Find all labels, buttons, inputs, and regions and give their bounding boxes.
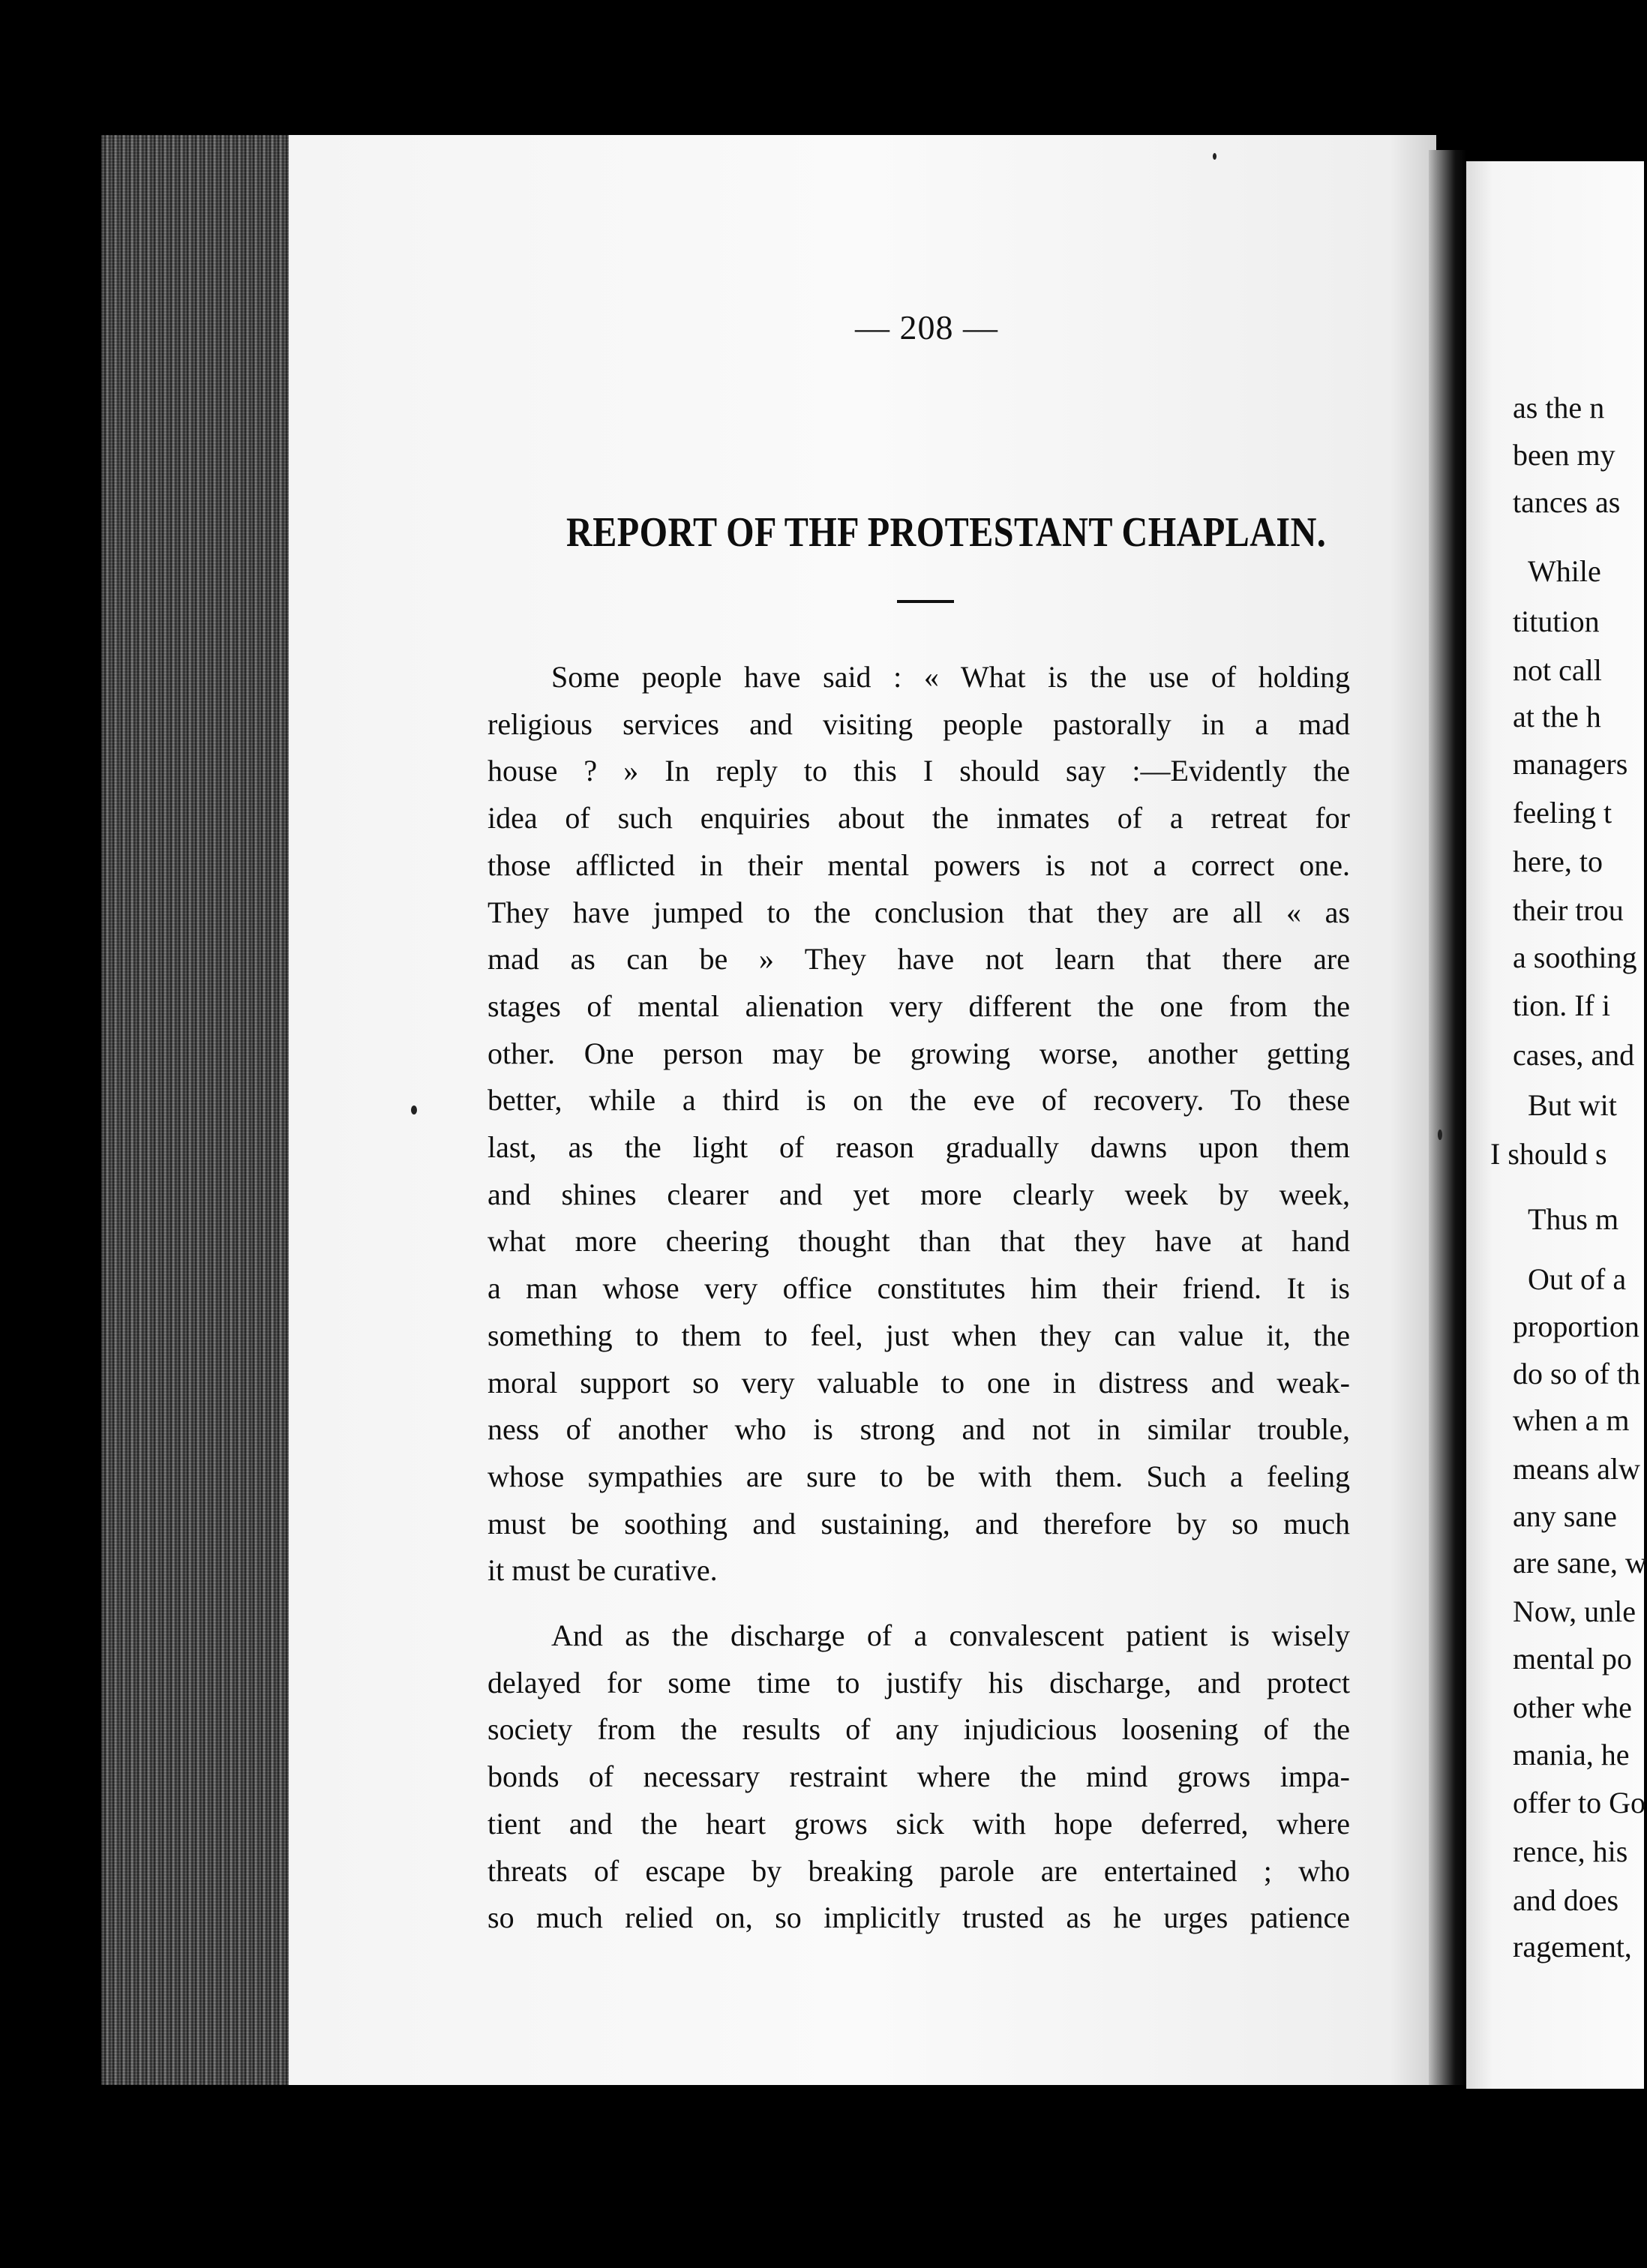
right-page-line: as the n <box>1513 391 1605 424</box>
text-line: religious services and visiting people pastorally in a mad <box>488 706 1350 741</box>
text-line: They have jumped to the conclusion that they are all « as <box>488 895 1350 929</box>
right-page-text <box>1490 390 1647 2002</box>
right-page-line: other whe <box>1513 1690 1632 1724</box>
right-page-line: I should s <box>1490 1137 1607 1171</box>
page-title: REPORT OF THF PROTESTANT CHAPLAIN. <box>566 509 1327 556</box>
text-line: society from the results of any injudicious loosening of the <box>488 1712 1350 1747</box>
right-page-line: Now, unle <box>1513 1594 1636 1628</box>
title-underline <box>897 600 954 603</box>
right-page-line: means alw <box>1513 1452 1640 1486</box>
text-line: Some people have said : « What is the use of holding <box>551 660 1350 694</box>
text-line: threats of escape by breaking parole are entertained ; who <box>488 1853 1350 1888</box>
text-line: ness of another who is strong and not in similar trouble, <box>488 1412 1350 1447</box>
report-body <box>488 654 1350 1942</box>
right-page-line: While <box>1528 554 1601 588</box>
text-line: mad as can be » They have not learn that there are <box>488 942 1350 976</box>
text-line: what more cheering thought than that they have at hand <box>488 1224 1350 1258</box>
text-line: it must be curative. <box>488 1553 718 1588</box>
right-page-line: and does <box>1513 1883 1619 1917</box>
scan-speck <box>1438 1130 1442 1140</box>
right-page-line: tances as <box>1513 485 1621 519</box>
right-page-line: at the h <box>1513 700 1601 734</box>
right-page-line: offer to Go <box>1513 1786 1646 1820</box>
text-line: last, as the light of reason gradually dawns upon them <box>488 1130 1350 1165</box>
right-page-line: Out of a <box>1528 1262 1627 1296</box>
paragraph <box>488 654 1350 1594</box>
right-page-line: ragement, <box>1513 1930 1632 1964</box>
right-page-line: a soothing <box>1513 940 1637 974</box>
text-line: those afflicted in their mental powers is not a correct one. <box>488 848 1350 882</box>
right-page-line: But wit <box>1528 1088 1617 1122</box>
text-line: bonds of necessary restraint where the mind grows impa- <box>488 1760 1350 1794</box>
right-page-line: any sane <box>1513 1499 1617 1533</box>
text-line: tient and the heart grows sick with hope deferred, where <box>488 1806 1350 1840</box>
page-number: — 208 — <box>855 308 998 346</box>
text-line: idea of such enquiries about the inmates of a retreat for <box>488 801 1350 836</box>
right-page-line: managers <box>1513 747 1628 781</box>
text-line: And as the discharge of a convalescent patient is wisely <box>551 1618 1350 1653</box>
right-page-line: when a m <box>1513 1403 1630 1437</box>
right-page-line: cases, and <box>1513 1038 1635 1072</box>
text-line: delayed for some time to justify his discharge, and protect <box>488 1665 1350 1700</box>
right-page-line: been my <box>1513 438 1616 472</box>
text-line: house ? » In reply to this I should say :—Evidently the <box>488 754 1350 788</box>
text-line: moral support so very valuable to one in distress and weak- <box>488 1365 1350 1400</box>
scan-speck <box>1213 153 1216 160</box>
right-page-line: are sane, w <box>1513 1546 1647 1580</box>
text-line: a man whose very office constitutes him their friend. It is <box>488 1271 1350 1306</box>
right-page-line: proportion <box>1513 1310 1640 1343</box>
text-line: whose sympathies are sure to be with them. Such a feeling <box>488 1459 1350 1493</box>
right-page-line: do so of th <box>1513 1357 1640 1390</box>
text-line: other. One person may be growing worse, another getting <box>488 1036 1350 1070</box>
right-page-line: feeling t <box>1513 796 1612 830</box>
scan-speck <box>411 1106 417 1114</box>
paragraph <box>488 1612 1350 1942</box>
right-page-line: here, to <box>1513 844 1603 878</box>
right-page-line: rence, his <box>1513 1834 1628 1868</box>
book-page-edges <box>101 135 292 2085</box>
text-line: stages of mental alienation very different the one from the <box>488 988 1350 1023</box>
text-line: and shines clearer and yet more clearly week by week, <box>488 1177 1350 1211</box>
right-page-line: titution <box>1513 604 1600 638</box>
right-page-line: not call <box>1513 653 1602 687</box>
text-line: something to them to feel, just when they can value it, the <box>488 1318 1350 1352</box>
right-page-line: mania, he <box>1513 1738 1630 1772</box>
right-page-line: their trou <box>1513 893 1624 927</box>
right-page-line: Thus m <box>1528 1202 1619 1236</box>
text-line: so much relied on, so implicitly trusted as he urges patience <box>488 1900 1350 1935</box>
right-page-line: tion. If i <box>1513 988 1610 1022</box>
book-gutter <box>1429 150 1466 2085</box>
text-line: better, while a third is on the eve of recovery. To these <box>488 1083 1350 1118</box>
right-page-line: mental po <box>1513 1642 1632 1676</box>
text-line: must be soothing and sustaining, and therefore by so much <box>488 1506 1350 1540</box>
